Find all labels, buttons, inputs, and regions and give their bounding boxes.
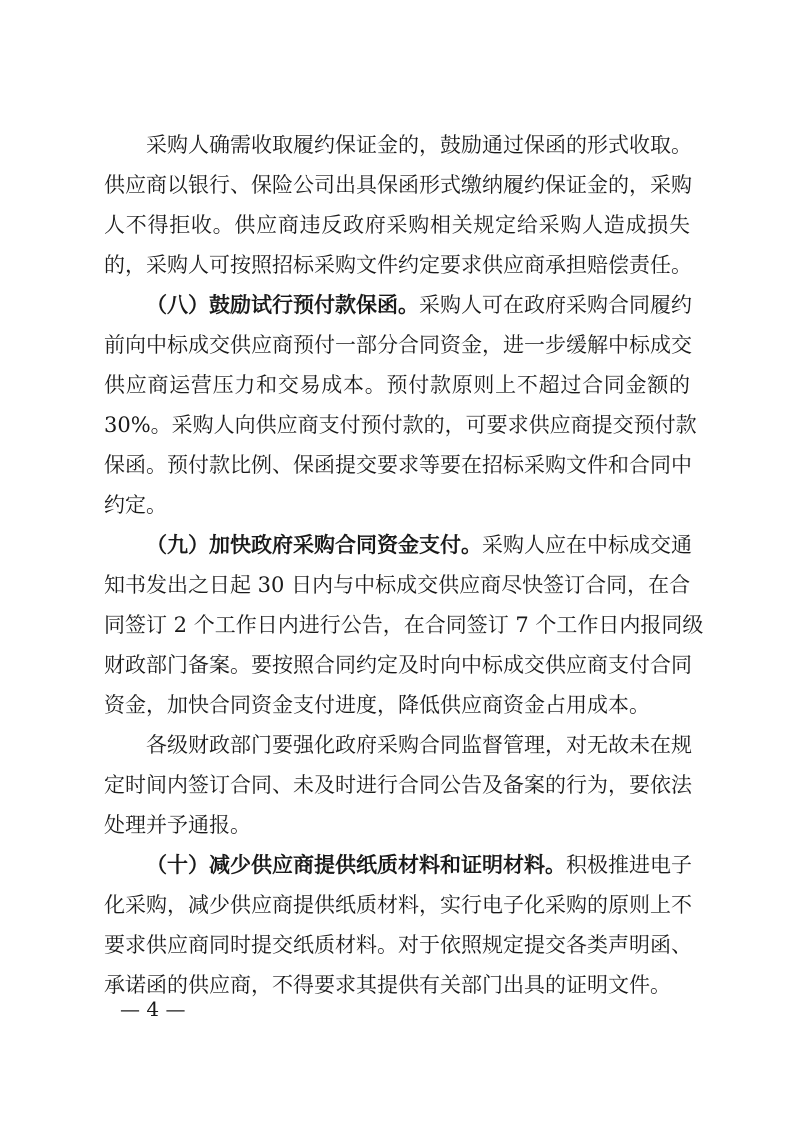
section-heading: （九）加快政府采购合同资金支付。 — [146, 532, 482, 557]
paragraph-line — [146, 525, 690, 565]
page-number: — 4 — — [120, 997, 186, 1021]
paragraph-line: 的，采购人可按照招标采购文件约定要求供应商承担赔偿责任。 — [104, 253, 692, 277]
paragraph-line: 前向中标成交供应商预付一部分合同资金，进一步缓解中标成交 — [104, 333, 692, 357]
paragraph-line: 同签订 2 个工作日内进行公告，在合同签订 7 个工作日内报同级 — [104, 613, 704, 637]
paragraph-line: 人不得拒收。供应商违反政府采购相关规定给采购人造成损失 — [104, 213, 690, 237]
section-heading: （十）减少供应商提供纸质材料和证明材料。 — [146, 852, 566, 877]
paragraph-line: 供应商以银行、保险公司出具保函形式缴纳履约保证金的，采购 — [104, 173, 692, 197]
paragraph-line: 化采购，减少供应商提供纸质材料，实行电子化采购的原则上不 — [104, 893, 692, 917]
paragraph-line — [146, 285, 690, 325]
paragraph-line: 承诺函的供应商，不得要求其提供有关部门出具的证明文件。 — [104, 973, 671, 997]
paragraph-line: 各级财政部门要强化政府采购合同监督管理，对无故未在规 — [146, 733, 692, 757]
paragraph-text: 采购人可在政府采购合同履约 — [419, 293, 692, 317]
paragraph-line: 30%。采购人向供应商支付预付款的，可要求供应商提交预付款 — [104, 413, 697, 437]
section-heading: （八）鼓励试行预付款保函。 — [146, 292, 419, 317]
paragraph-line: 处理并予通报。 — [104, 813, 251, 837]
paragraph-line: 供应商运营压力和交易成本。预付款原则上不超过合同金额的 — [104, 373, 690, 397]
paragraph-line — [146, 845, 690, 885]
paragraph-text: 采购人应在中标成交通 — [482, 533, 692, 557]
paragraph-line: 资金，加快合同资金支付进度，降低供应商资金占用成本。 — [104, 693, 650, 717]
paragraph-text: 积极推进电子 — [566, 853, 692, 877]
paragraph-line: 知书发出之日起 30 日内与中标成交供应商尽快签订合同，在合 — [104, 573, 691, 597]
paragraph-line: 定时间内签订合同、未及时进行合同公告及备案的行为，要依法 — [104, 773, 692, 797]
paragraph-line: 保函。预付款比例、保函提交要求等要在招标采购文件和合同中 — [104, 453, 692, 477]
paragraph-line: 采购人确需收取履约保证金的，鼓励通过保函的形式收取。 — [146, 133, 692, 157]
paragraph-line: 要求供应商同时提交纸质材料。对于依照规定提交各类声明函、 — [104, 933, 692, 957]
paragraph-line: 约定。 — [104, 493, 167, 517]
paragraph-line: 财政部门备案。要按照合同约定及时向中标成交供应商支付合同 — [104, 653, 692, 677]
